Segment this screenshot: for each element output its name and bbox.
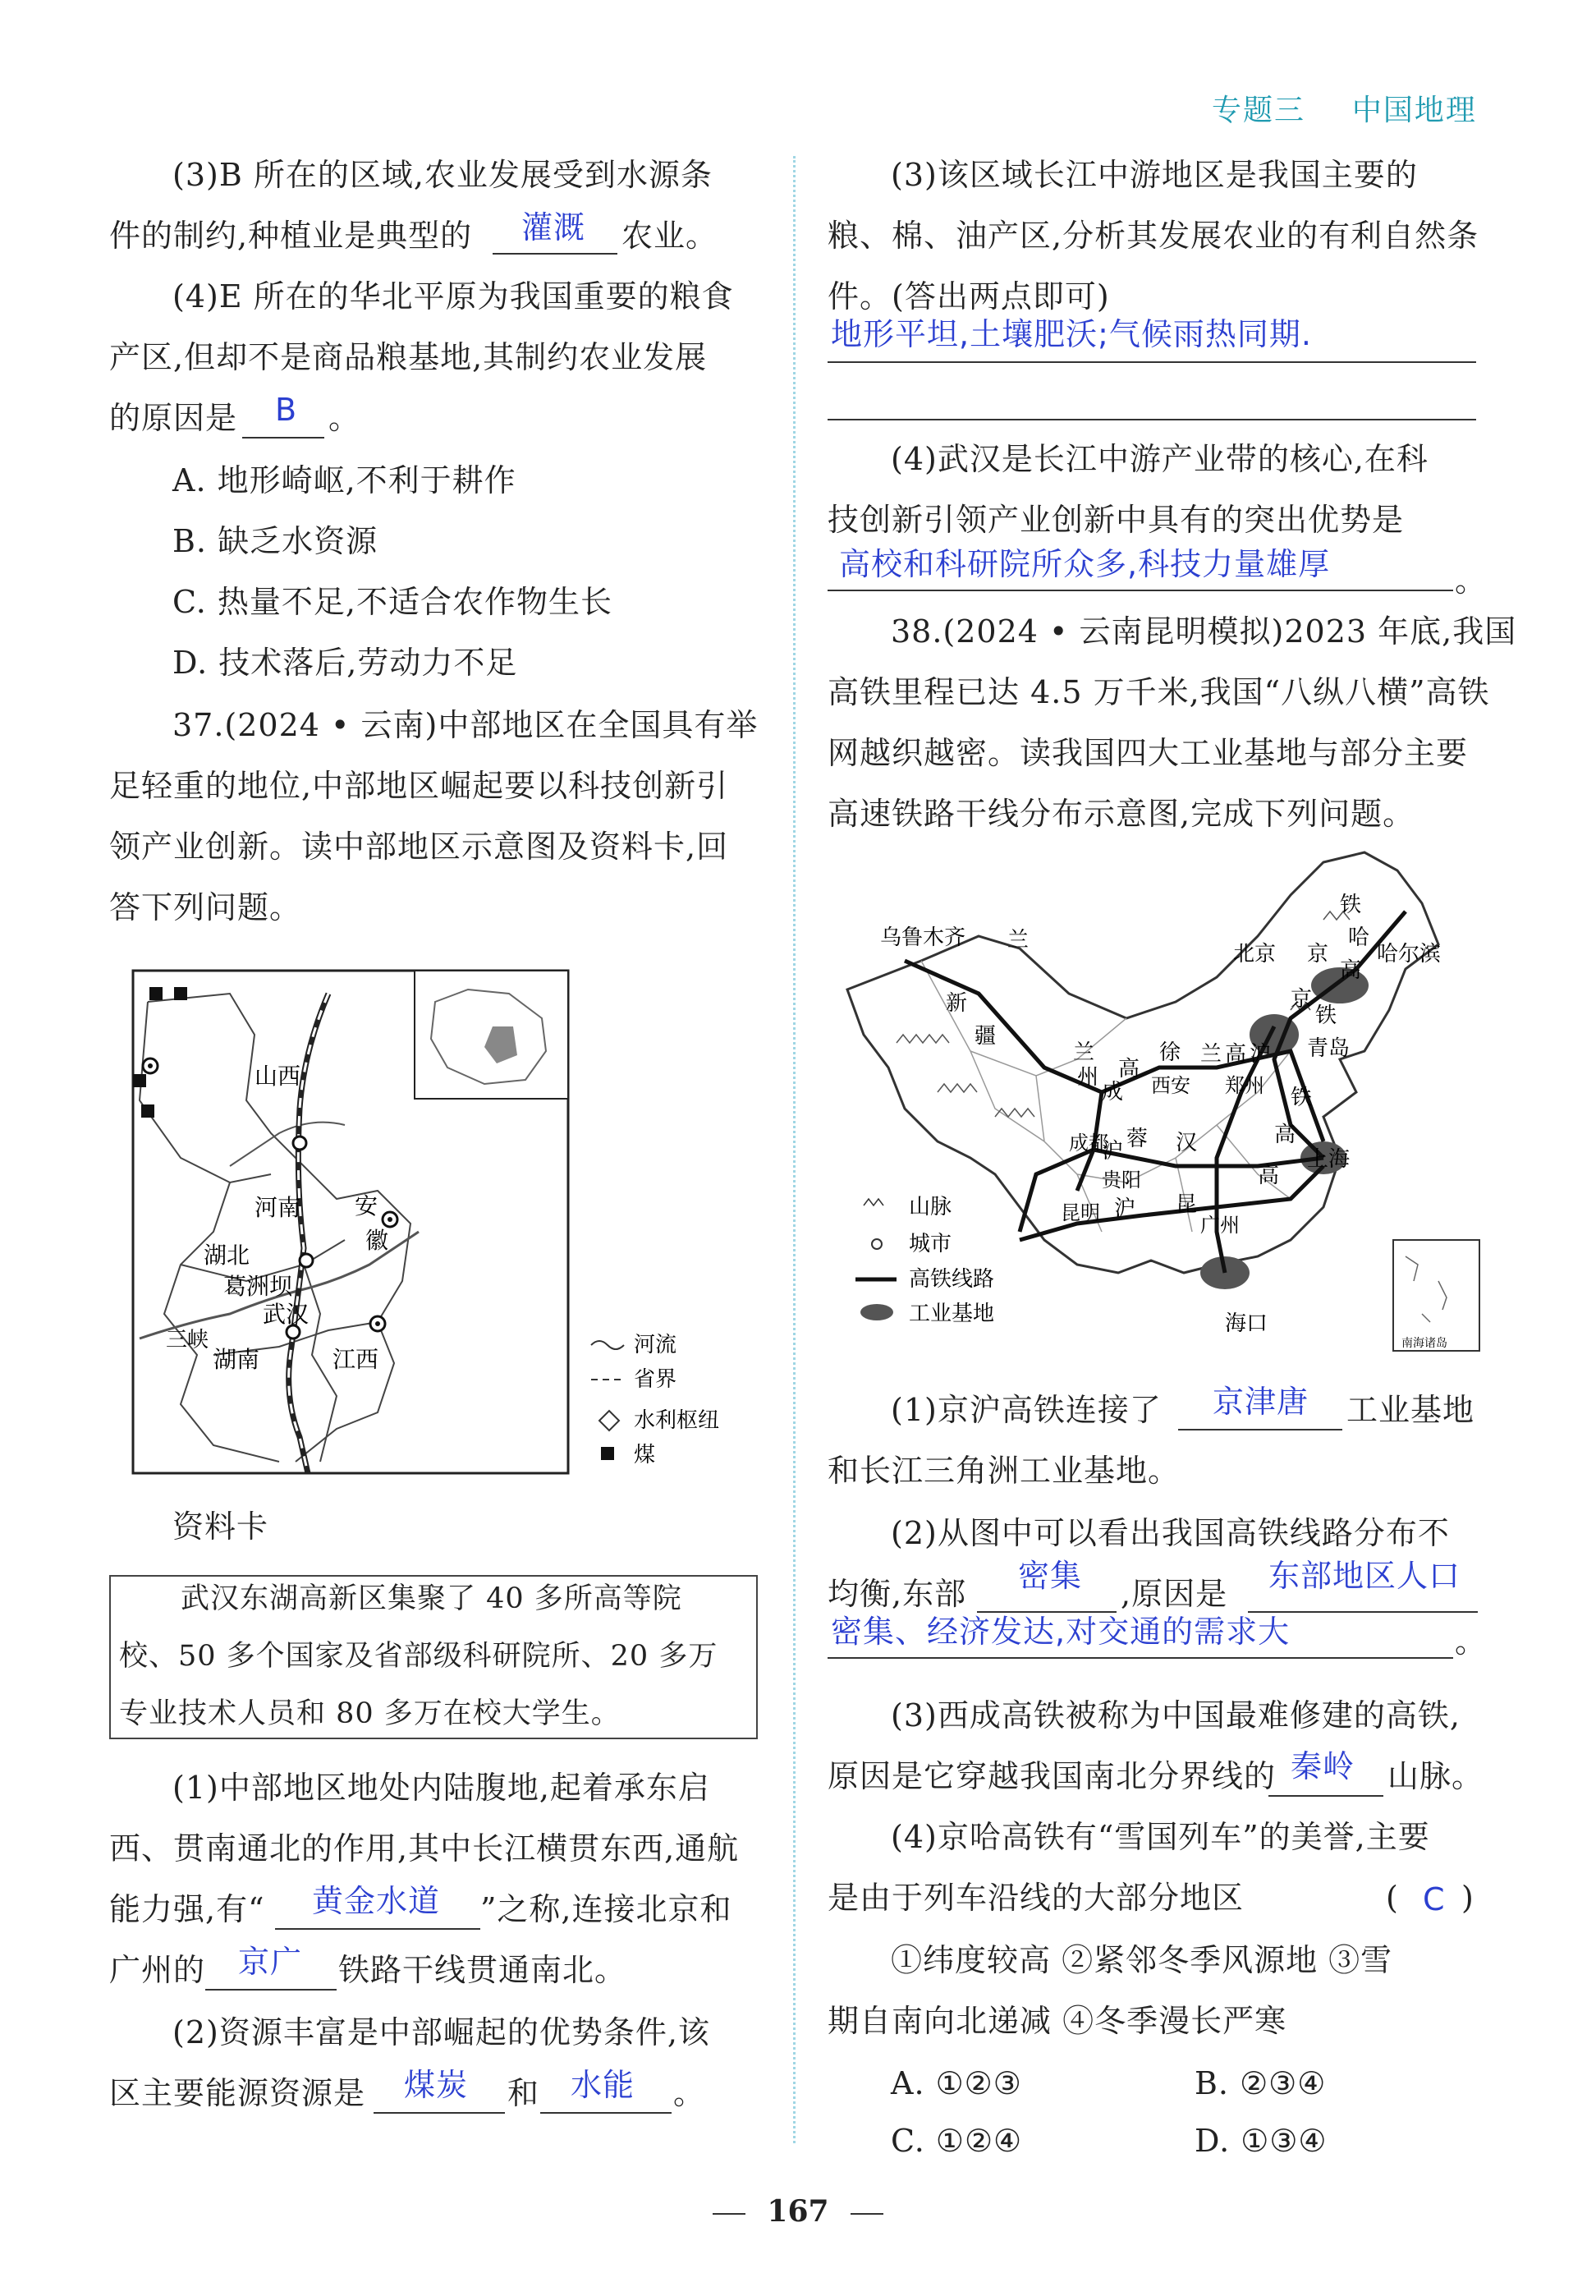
map-label: 葛洲坝: [223, 1273, 293, 1300]
option-b: B. 缺乏水资源: [172, 523, 378, 559]
text-line: 产区,但却不是商品粮基地,其制约农业发展: [109, 339, 708, 375]
answer-text: 密集: [1018, 1558, 1083, 1594]
answer-text: 京广: [238, 1944, 303, 1980]
map-label: 徐: [1159, 1040, 1181, 1065]
legend-label: 高铁线路: [909, 1267, 995, 1292]
text-line: (4)E 所在的华北平原为我国重要的粮食: [172, 278, 734, 315]
text-line: 件。(答出两点即可): [828, 278, 1110, 315]
text-line: (4)武汉是长江中游产业带的核心,在科: [891, 441, 1429, 477]
map-label: 安: [355, 1192, 378, 1219]
answer-text: C: [1423, 1881, 1446, 1917]
text-line: 粮、棉、油产区,分析其发展农业的有利自然条: [828, 218, 1479, 254]
text-line: 高速铁路干线分布示意图,完成下列问题。: [828, 796, 1415, 832]
map-label: 郑州: [1225, 1074, 1264, 1097]
text-line: 足轻重的地位,中部地区崛起要以科技创新引: [109, 768, 729, 804]
option-a: A. 地形崎岖,不利于耕作: [172, 462, 516, 498]
text-line: ”之称,连接北京和: [480, 1891, 732, 1927]
column-divider: [793, 156, 796, 2143]
map-label: 河南: [255, 1194, 301, 1221]
text-line: 网越织越密。读我国四大工业基地与部分主要: [828, 735, 1469, 771]
option-c: C. ①②④: [891, 2123, 1023, 2159]
option-d: D. 技术落后,劳动力不足: [172, 645, 518, 681]
map-label: 高: [1274, 1123, 1296, 1147]
text-line: 38.(2024 • 云南昆明模拟)2023 年底,我国: [891, 613, 1517, 650]
map-label: 海口: [1225, 1311, 1268, 1336]
card-line: 武汉东湖高新区集聚了 40 多所高等院: [181, 1582, 682, 1615]
map-label: 青岛: [1307, 1036, 1351, 1061]
text-line: (3)该区域长江中游地区是我国主要的: [891, 157, 1418, 193]
card-title: 资料卡: [172, 1508, 269, 1545]
map-label: 哈: [1348, 925, 1370, 950]
text-line: 原因是它穿越我国南北分界线的: [828, 1758, 1277, 1794]
page-header: [1212, 87, 1477, 129]
map-label: 成都: [1069, 1132, 1108, 1155]
legend-label: 城市: [909, 1232, 952, 1256]
text-line: (1)中部地区地处内陆腹地,起着承东启: [172, 1770, 710, 1806]
card-line: 专业技术人员和 80 多万在校大学生。: [119, 1697, 621, 1730]
map-label: 铁: [1291, 1086, 1313, 1110]
map-label: 昆明: [1061, 1201, 1100, 1224]
text-line: 西、贯南通北的作用,其中长江横贯东西,通航: [109, 1830, 740, 1867]
option-a: A. ①②③: [891, 2065, 1022, 2101]
text-line: 37.(2024 • 云南)中部地区在全国具有举: [172, 707, 759, 743]
map-label: 州: [1077, 1065, 1099, 1090]
map-label: 乌鲁木齐: [880, 925, 966, 950]
legend-label: 省界: [634, 1367, 677, 1392]
map-label: 哈尔滨: [1377, 942, 1442, 967]
map-label: 京: [1291, 987, 1313, 1012]
text-line: (4)京哈高铁有“雪国列车”的美誉,主要: [891, 1819, 1430, 1855]
answer-text: 水能: [571, 2067, 635, 2103]
answer-text: 地形平坦,土壤肥沃;气候雨热同期.: [831, 316, 1312, 352]
map-label: 疆: [975, 1024, 997, 1049]
text-line: 区主要能源资源是: [109, 2075, 366, 2111]
text-line: 。: [1455, 563, 1488, 599]
legend-label: 工业基地: [909, 1302, 995, 1326]
text-line: 高铁里程已达 4.5 万千米,我国“八纵八横”高铁: [828, 674, 1490, 710]
map-label: 兰: [1007, 928, 1030, 953]
text-line: 。: [1455, 1623, 1488, 1660]
text-line: 工业基地: [1346, 1392, 1475, 1428]
map-label: 成: [1102, 1080, 1124, 1104]
answer-text: 高校和科研院所众多,科技力量雄厚: [839, 546, 1331, 582]
text-line: (1)京沪高铁连接了: [891, 1392, 1162, 1428]
map-label: 山西: [255, 1063, 301, 1090]
map-label: 三峡: [166, 1328, 209, 1352]
map-label: 蓉: [1126, 1127, 1149, 1151]
map-label: 湖北: [204, 1242, 250, 1269]
map-label: 广州: [1200, 1214, 1240, 1237]
map-label: 上海: [1307, 1147, 1351, 1172]
text-line: 和长江三角洲工业基地。: [828, 1453, 1181, 1489]
text-line: 均衡,东部: [828, 1576, 967, 1612]
map-label: 北京: [1233, 942, 1277, 967]
legend-label: 煤: [634, 1443, 656, 1467]
map-label: 江西: [332, 1346, 379, 1373]
answer-text: 灌溉: [521, 209, 586, 246]
map-label: 昆: [1176, 1192, 1198, 1217]
text-line: 领产业创新。读中部地区示意图及资料卡,回: [109, 829, 729, 865]
map-label: 沪: [1250, 1042, 1272, 1067]
answer-text: 密集、经济发达,对交通的需求大: [831, 1614, 1291, 1650]
text-line: (3)B 所在的区域,农业发展受到水源条: [172, 157, 713, 193]
map-label: 西安: [1151, 1074, 1190, 1097]
inset-label: 南海诸岛: [1401, 1337, 1447, 1350]
map-label: 沪: [1114, 1196, 1136, 1221]
text-line: 。: [673, 2075, 706, 2111]
text-line: 答下列问题。: [109, 889, 302, 925]
header-title: 中国地理: [1351, 94, 1477, 127]
china-railway-map: [831, 846, 1493, 1355]
map-label: 京: [1307, 942, 1329, 967]
text-line: ,原因是: [1121, 1576, 1228, 1612]
map-label: 兰: [1200, 1042, 1222, 1067]
card-line: 校、50 多个国家及省部级科研院所、20 多万: [119, 1640, 718, 1673]
central-region-map: [131, 969, 759, 1478]
text-line: ①纬度较高 ②紧邻冬季风源地 ③雪: [891, 1942, 1393, 1978]
answer-text: 黄金水道: [312, 1883, 441, 1919]
text-line: 广州的: [109, 1952, 206, 1988]
option-b: B. ②③④: [1195, 2065, 1327, 2101]
legend-label: 河流: [634, 1333, 677, 1357]
text-line: 技创新引领产业创新中具有的突出优势是: [828, 502, 1405, 538]
text-line: 山脉。: [1387, 1758, 1484, 1794]
answer-text: B: [275, 392, 298, 428]
map-label: 高: [1225, 1042, 1247, 1067]
map-label: 湖南: [213, 1346, 260, 1373]
map-label: 贵阳: [1102, 1169, 1141, 1192]
text-line: 能力强,有“: [109, 1891, 265, 1927]
map-label: 武汉: [263, 1301, 310, 1328]
answer-text: 秦岭: [1291, 1748, 1355, 1784]
answer-text: 东部地区人口: [1268, 1558, 1461, 1594]
page-number-text: 167: [767, 2194, 829, 2229]
text-line: 是由于列车沿线的大部分地区: [828, 1880, 1245, 1916]
map-label: 沪: [1102, 1139, 1124, 1164]
option-d: D. ①③④: [1195, 2123, 1328, 2159]
map-label: 高: [1118, 1057, 1140, 1081]
text-line: 的原因是: [109, 400, 238, 436]
text-line: 期自南向北递减 ④冬季漫长严寒: [828, 2003, 1287, 2039]
text-line: (3)西成高铁被称为中国最难修建的高铁,: [891, 1697, 1461, 1733]
answer-bracket-open: (: [1386, 1880, 1399, 1916]
map-label: 高: [1340, 958, 1362, 983]
page-number: [0, 2194, 1596, 2229]
text-line: 和: [507, 2075, 540, 2111]
option-c: C. 热量不足,不适合农作物生长: [172, 584, 612, 620]
map-label: 汉: [1176, 1131, 1198, 1155]
map-label: 兰: [1073, 1040, 1095, 1065]
legend-label: 水利枢纽: [634, 1408, 720, 1433]
map-label: 徽: [365, 1227, 389, 1254]
map-label: 铁: [1340, 893, 1362, 917]
legend-label: 山脉: [909, 1195, 952, 1219]
text-line: 铁路干线贯通南北。: [338, 1952, 627, 1988]
answer-bracket-close: ): [1461, 1880, 1474, 1916]
map-label: 高: [1258, 1164, 1280, 1188]
text-line: (2)资源丰富是中部崛起的优势条件,该: [172, 2014, 710, 2050]
answer-text: 煤炭: [404, 2067, 469, 2103]
text-line: (2)从图中可以看出我国高铁线路分布不: [891, 1515, 1450, 1551]
text-line: 。: [328, 400, 361, 436]
map-label: 铁: [1315, 1003, 1337, 1028]
map-label: 新: [946, 991, 968, 1016]
header-section: 专题三: [1212, 94, 1306, 127]
text-line: 件的制约,种植业是典型的: [109, 218, 473, 254]
answer-text: 京津唐: [1213, 1384, 1309, 1420]
text-line: 农业。: [621, 218, 718, 254]
